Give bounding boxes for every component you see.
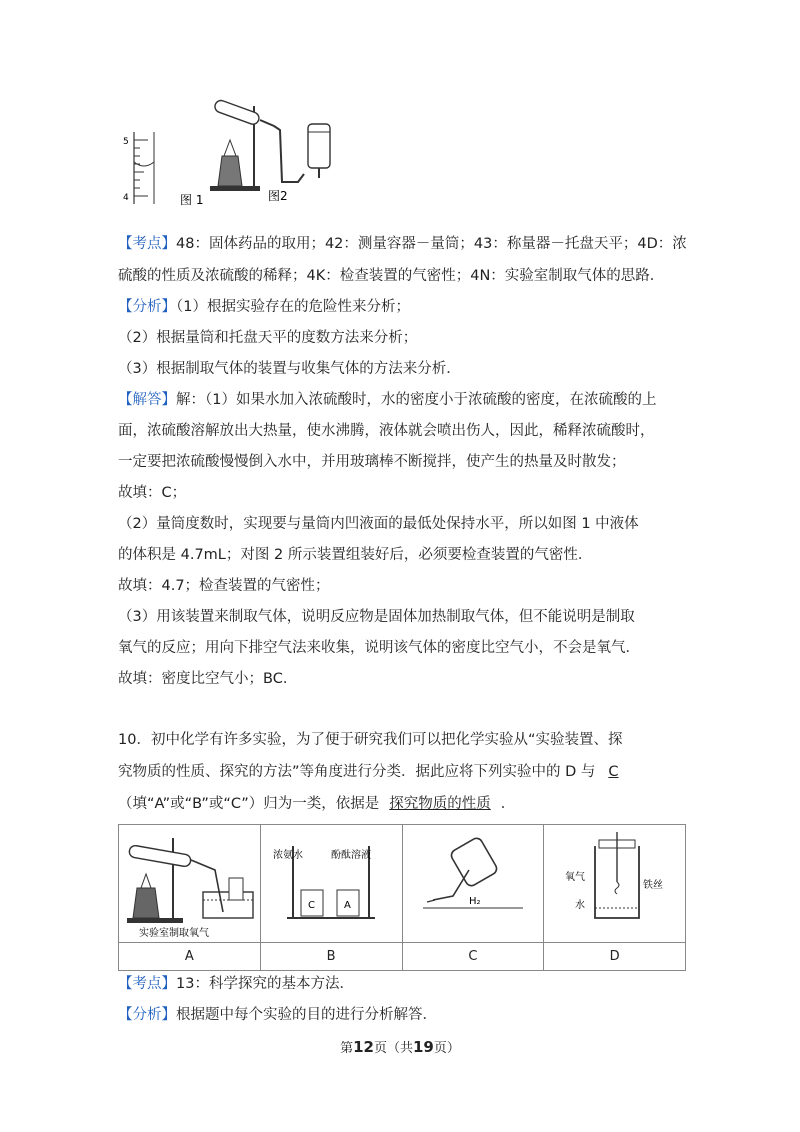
question-line-1: 10．初中化学有许多实验，为了便于研究我们可以把化学实验从“实验装置、探 [118,732,623,748]
answer-line: 故填：4.7；检查装置的气密性； [118,578,330,594]
answer-line: （3）根据制取气体的装置与收集气体的方法来分析． [118,361,461,377]
answer-line: 硫酸的性质及浓硫酸的稀释；4K：检查装置的气密性；4N：实验室制取气体的思路． [118,268,665,284]
option-a-label: A [119,943,261,971]
answer-line: 【考点】13：科学探究的基本方法． [118,976,354,992]
answer-line: 故填：C； [118,485,187,501]
ammonia-label: 浓氨水 [273,849,304,861]
experiment-a-caption: 实验室制取氧气 [139,927,210,938]
answer-line: （3）用该装置来制取气体，说明反应物是固体加热制取气体，但不能说明是制取 [118,609,635,625]
total-pages: 19 [413,1038,434,1056]
experiment-d-diagram [555,826,675,938]
experiment-a-diagram [119,826,259,938]
section-tag-fenxi: 【分析】 [118,299,176,315]
answer-line: （2）根据量筒和托盘天平的度数方法来分析； [118,330,418,346]
option-d-label: D [544,943,686,971]
experiment-a-cell [119,825,261,943]
experiment-d-cell [544,825,686,943]
experiment-b-cell [260,825,402,943]
section-tag-kaodian: 【考点】 [118,976,176,992]
experiment-c-cell [402,825,544,943]
apparatus-figure [118,96,348,208]
answer-line: 【分析】根据题中每个实验的目的进行分析解答． [118,1007,437,1023]
answer-line: 故填：密度比空气小；BC． [118,671,298,687]
beaker-a-label: A [344,899,351,911]
fig1-label: 图 1 [180,193,204,207]
answer-line: 氧气的反应；用向下排空气法来收集，说明该气体的密度比空气小，不会是氧气． [118,640,640,656]
answer-line: 【分析】（1）根据实验存在的危险性来分析； [118,299,410,315]
section-tag-fenxi: 【分析】 [118,1007,176,1023]
water-label: 水 [574,899,585,911]
answer-blank-2: 探究物质的性质 [389,796,491,812]
option-c-label: C [402,943,544,971]
scale-bottom-label: 4 [123,193,129,203]
phenolphthalein-label: 酚酞溶液 [331,849,372,861]
answer-line: 的体积是 4.7mL；对图 2 所示装置组装好后，必须要检查装置的气密性． [118,547,593,563]
answer-line: 一定要把浓硫酸慢慢倒入水中，并用玻璃棒不断搅拌，使产生的热量及时散发； [118,454,626,470]
experiment-b-diagram [271,826,391,938]
answer-blank-1: C [608,764,619,780]
page-footer: 第12页（共19页） [340,1038,460,1056]
iron-wire-label: 铁丝 [642,879,663,891]
answer-line: 【解答】解：（1）如果水加入浓硫酸时，水的密度小于浓硫酸的密度，在浓硫酸的上 [118,392,657,408]
answer-line: 【考点】48：固体药品的取用；42：测量容器－量筒；43：称量器－托盘天平；4D：浓 [118,236,687,252]
hydrogen-label: H₂ [468,895,481,907]
oxygen-label: 氧气 [564,871,585,883]
section-tag-kaodian: 【考点】 [118,236,176,252]
experiment-table [118,824,686,971]
question-line-2: 究物质的性质、探究的方法”等角度进行分类．据此应将下列实验中的 D 与 C [118,762,631,782]
answer-line: 面，浓硫酸溶解放出大热量，使水沸腾，液体就会喷出伤人，因此，稀释浓硫酸时， [118,423,655,439]
experiment-c-diagram [413,826,533,938]
scale-top-label: 5 [123,137,129,147]
current-page: 12 [353,1038,374,1056]
option-b-label: B [260,943,402,971]
fig2-label: 图2 [268,189,288,203]
figure-1-2 [118,96,348,208]
beaker-c-label: C [308,899,316,911]
question-line-3: （填“A”或“B”或“C”）归为一类，依据是 探究物质的性质 ． [118,796,516,812]
section-tag-jieda: 【解答】 [118,392,176,408]
answer-line: （2）量筒度数时，实现要与量筒内凹液面的最低处保持水平，所以如图 1 中液体 [118,516,639,532]
